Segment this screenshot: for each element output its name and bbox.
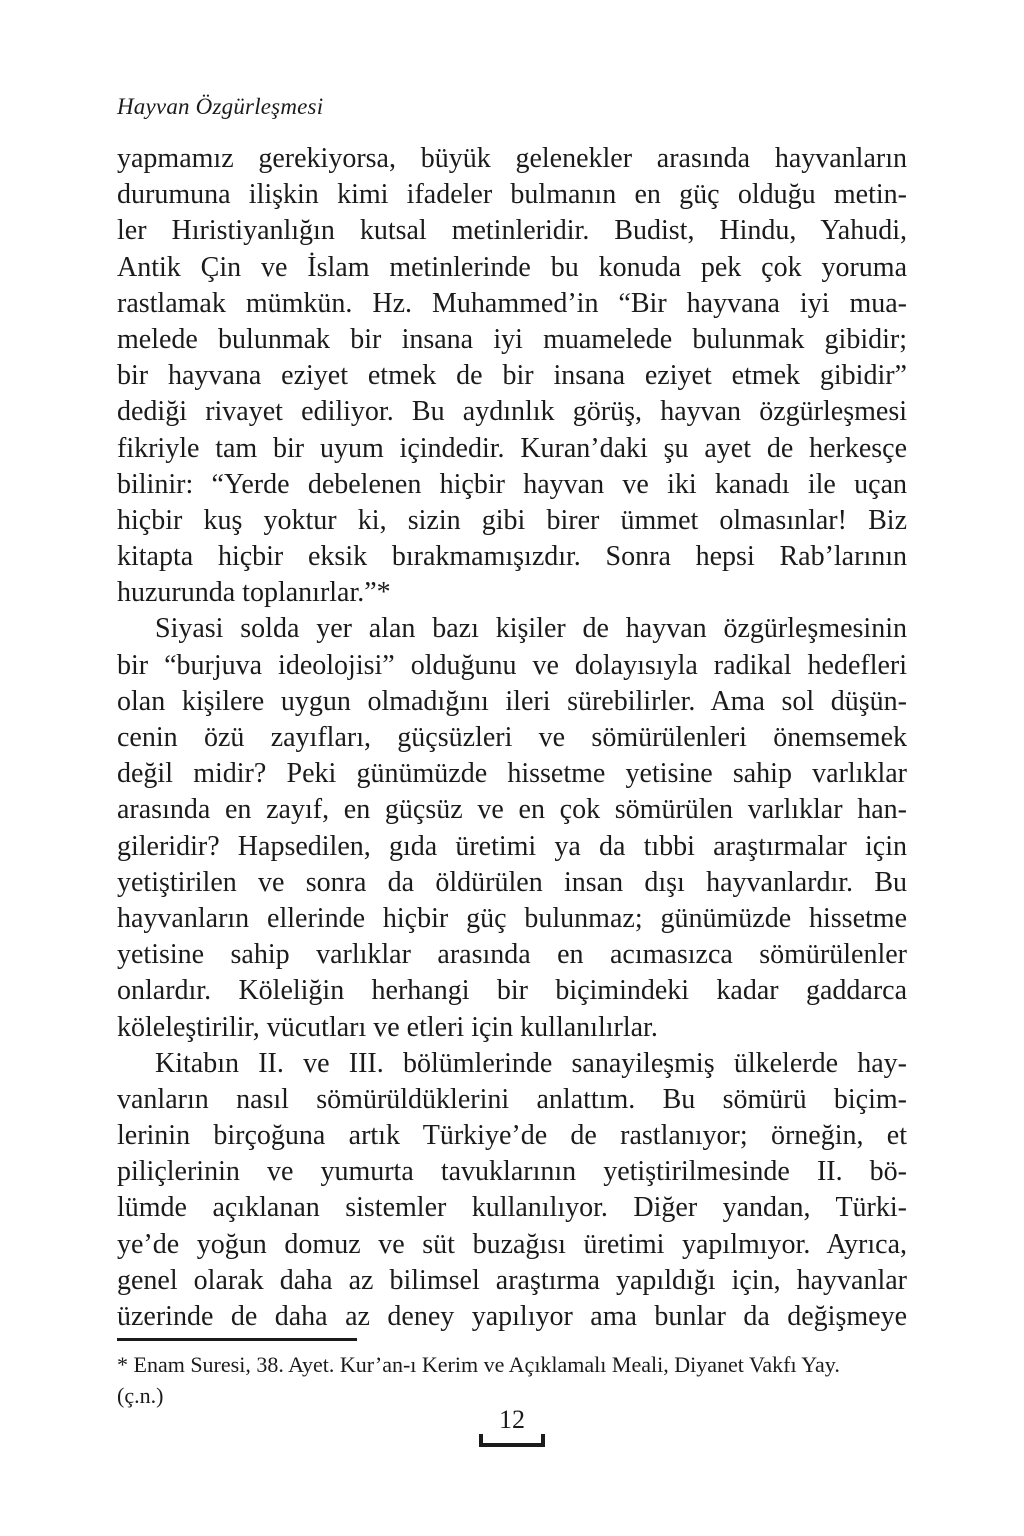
footnote-continuation: (ç.n.) [117,1382,164,1408]
running-header: Hayvan Özgürleşmesi [117,94,324,119]
text-line: gileridir? Hapsedilen, gıda üretimi ya da tıbbi araştırmalar için [117,830,907,862]
text-line: ler Hıristiyanlığın kutsal metinleridir. Budist, Hindu, Yahudi, [117,215,907,247]
text-line: piliçlerinin ve yumurta tavuklarının yetiştirilmesinde II. bö- [117,1156,907,1188]
text-line: huzurunda toplanırlar.”* [117,577,391,609]
text-line: yetiştirilen ve sonra da öldürülen insan dışı hayvanlardır. Bu [117,866,907,898]
text-line: yapmamız gerekiyorsa, büyük gelenekler arasında hayvanların [117,143,907,174]
text-line: değil midir? Peki günümüzde hissetme yetisine sahip varlıklar [117,758,907,790]
body-text [117,141,907,1335]
text-line: hayvanların ellerinde hiçbir güç bulunmaz; günümüzde hissetme [117,902,907,934]
text-line: olan kişilere uygun olmadığını ileri sürebilirler. Ama sol düşün- [117,685,907,717]
text-line: bir “burjuva ideolojisi” olduğunu ve dolayısıyla radikal hedefleri [117,649,907,681]
page-number-ornament [479,1434,545,1447]
text-line: yetisine sahip varlıklar arasında en acımasızca sömürülenler [117,939,907,971]
text-line: cenin özü zayıfları, güçsüzleri ve sömürülenleri önemsemek [117,722,907,753]
text-line: rastlamak mümkün. Hz. Muhammed’in “Bir hayvana iyi mua- [117,287,907,319]
text-line: kitapta hiçbir eksik bırakmamışızdır. Sonra hepsi Rab’larının [117,541,907,573]
text-line: melede bulunmak bir insana iyi muamelede bulunmak gibidir; [117,323,907,355]
text-line: fikriyle tam bir uyum içindedir. Kuran’daki şu ayet de herkesçe [117,432,907,464]
text-line: ye’de yoğun domuz ve süt buzağısı üretimi yapılmıyor. Ayrıca, [117,1228,907,1260]
text-line: lerinin birçoğuna artık Türkiye’de de rastlanıyor; örneğin, et [117,1120,907,1152]
text-line: köleleştirilir, vücutları ve etleri için kullanılırlar. [117,1011,658,1043]
footnote-rule [117,1338,357,1341]
paragraph-2 [117,611,907,1045]
text-line: onlardır. Köleliğin herhangi bir biçimindeki kadar gaddarca [117,975,907,1007]
text-line: vanların nasıl sömürüldüklerini anlattım. Bu sömürü biçim- [117,1083,907,1115]
footnote [117,1338,909,1411]
text-line: bir hayvana eziyet etmek de bir insana eziyet etmek gibidir” [117,360,907,392]
text-line: üzerinde de daha az deney yapılıyor ama bunlar da değişmeye [117,1301,907,1332]
text-line: lümde açıklanan sistemler kullanılıyor. Diğer yandan, Türki- [117,1192,907,1224]
text-line: hiçbir kuş yoktur ki, sizin gibi birer ümmet olmasınlar! Biz [117,504,907,536]
text-line: Siyasi solda yer alan bazı kişiler de hayvan özgürleşmesinin [155,613,907,645]
paragraph-1 [117,141,907,611]
text-line: bilinir: “Yerde debelenen hiçbir hayvan ve iki kanadı ile uçan [117,468,907,500]
page-number: 12 [499,1405,525,1434]
paragraph-3 [117,1046,907,1336]
page-number-block [0,1405,1024,1447]
text-line: arasında en zayıf, en güçsüz ve en çok sömürülen varlıklar han- [117,794,907,826]
text-line: Kitabın II. ve III. bölümlerinde sanayileşmiş ülkelerde hay- [155,1047,907,1079]
text-line: durumuna ilişkin kimi ifadeler bulmanın en güç olduğu metin- [117,179,907,211]
footnote-text: * Enam Suresi, 38. Ayet. Kur’an-ı Kerim ve Açıklamalı Meali, Diyanet Vakfı Yay. [117,1352,840,1377]
text-line: dediği rivayet ediliyor. Bu aydınlık görüş, hayvan özgürleşmesi [117,396,907,428]
text-line: Antik Çin ve İslam metinlerinde bu konuda pek çok yoruma [117,251,907,283]
text-line: genel olarak daha az bilimsel araştırma yapıldığı için, hayvanlar [117,1264,907,1296]
